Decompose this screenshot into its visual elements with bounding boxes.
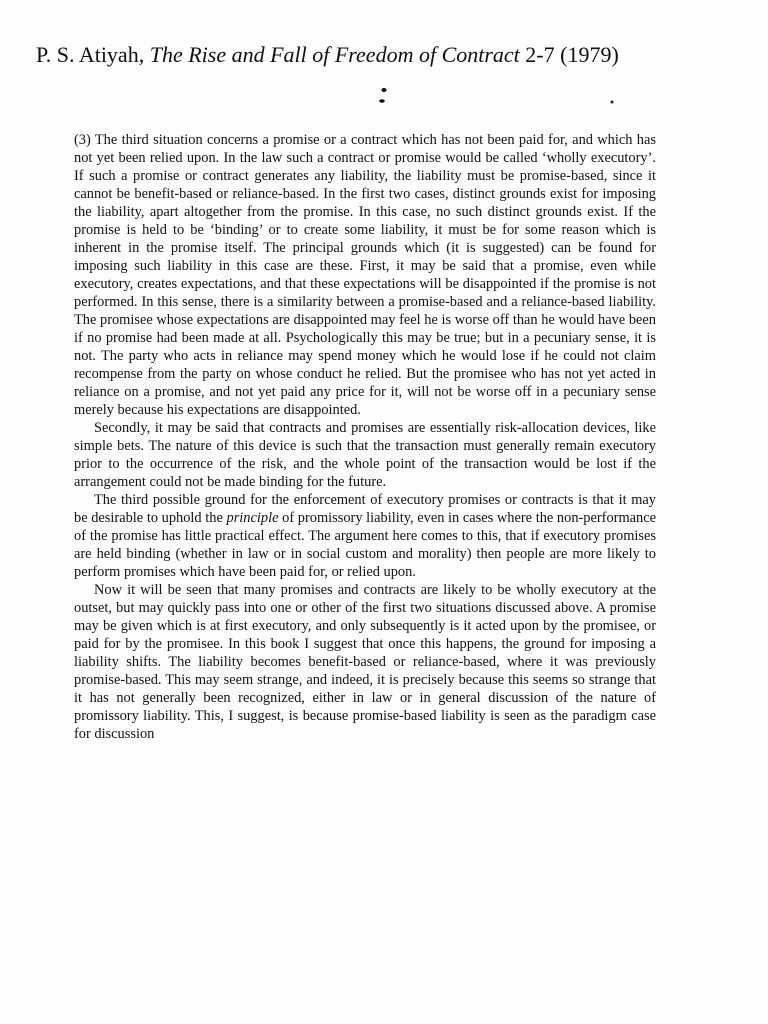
- emphasized-word-principle: principle: [226, 510, 279, 526]
- paragraph-third-ground-part1: The third possible ground for the enforcement of executory promises or contracts is that it may be desirable to uphold the: [74, 492, 656, 526]
- citation-pages: 2-7: [525, 42, 555, 67]
- paragraph-third-ground-part2: of promissory liability, even in cases where the non-performance of the promise has little practical effect. The argument here comes to this, that if executory promises are held binding (whether in law or in social custom and morality) then people are more likely to perform promises which have been paid for, or relied upon.: [74, 510, 657, 580]
- citation-author: P. S. Atiyah,: [36, 42, 145, 67]
- paragraph-executory-transition: Now it will be seen that many promises and contracts are likely to be wholly executory at the outset, but may quickly pass into one or other of the first two situations discussed above. A promise may be given which is at first executory, and only subsequently is it acted upon by the promisee, or paid for by the promisee. In this book I suggest that once this happens, the ground for imposing a liability shifts. The liability becomes benefit-based or reliance-based, where it was previously promise-based. This may seem strange, and indeed, it is precisely because this seems so strange that it has not generally been recognized, either in law or in general discussion of the nature of promissory liability. This, I suggest, is because promise-based liability is seen as the paradigm case for discussion: [74, 582, 656, 742]
- citation-book-title: The Rise and Fall of Freedom of Contract: [149, 42, 520, 67]
- scan-speck-marks: [376, 86, 616, 108]
- citation-header: [36, 42, 736, 68]
- citation-year: (1979): [560, 42, 619, 67]
- paragraph-third-situation: (3) The third situation concerns a promise or a contract which has not been paid for, and which has not yet been relied upon. In the law such a contract or promise would be called ‘wholly executory’. If such a promise or contract generates any liability, the liability must be promise-based, since it cannot be benefit-based or reliance-based. In the first two cases, distinct grounds exist for imposing the liability, apart altogether from the promise. In this case, no such distinct grounds exist. If the promise is held to be ‘binding’ or to create some liability, it must be for some reason which is inherent in the promise itself. The principal grounds which (it is suggested) can be found for imposing such liability in this case are these. First, it may be said that a promise, even while executory, creates expectations, and that these expectations will be disappointed if the promise is not performed. In this sense, there is a similarity between a promise-based and a reliance-based liability. The promisee whose expectations are disappointed may feel he is worse off than he would have been if no promise had been made at all. Psychologically this may be true; but in a pecuniary sense, it is not. The party who acts in reliance may spend money which he would lose if he could not claim recompense from the party on whose conduct he relied. But the promisee who has not yet acted in reliance on a promise, and not yet paid any price for it, will not be worse off in a pecuniary sense merely because his expectations are disappointed.: [74, 132, 656, 418]
- excerpt-text: [74, 131, 656, 743]
- paragraph-third-ground: [74, 491, 656, 581]
- paragraph-risk-allocation: Secondly, it may be said that contracts and promises are essentially risk-allocation devices, like simple bets. The nature of this device is such that the transaction must generally remain executory prior to the occurrence of the risk, and the whole point of the transaction would be lost if the arrangement could not be made binding for the future.: [74, 420, 656, 490]
